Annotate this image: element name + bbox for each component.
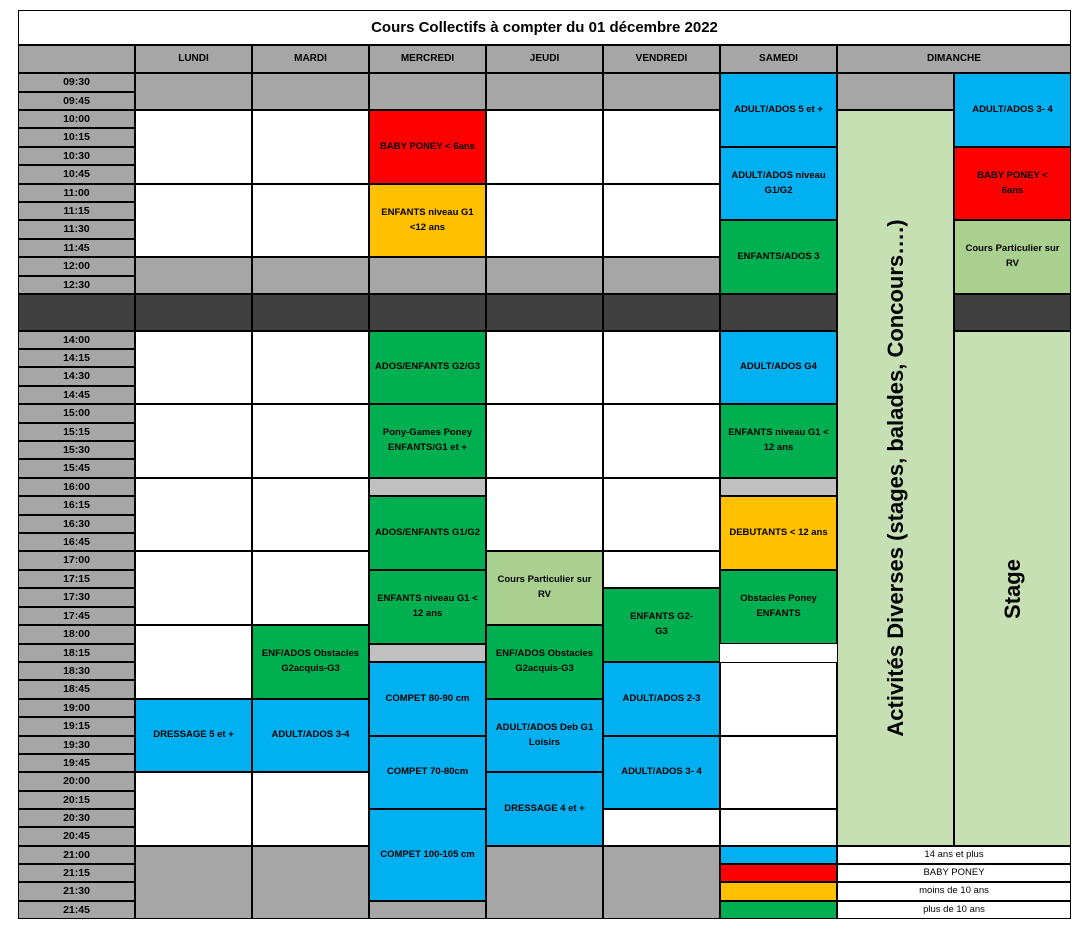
course-block: ADULT/ADOS 3-4 (252, 699, 369, 772)
time-label: 21:45 (18, 901, 135, 919)
course-block: ADOS/ENFANTS G2/G3 (369, 331, 486, 404)
empty-slot (486, 478, 603, 551)
empty-slot (603, 404, 720, 478)
course-block: DEBUTANTS < 12 ans (720, 496, 837, 570)
empty-slot (486, 846, 603, 919)
course-block: ADULT/ADOS 3- 4 (954, 73, 1071, 147)
legend-swatch (720, 882, 837, 901)
lunch-break-band (135, 294, 252, 331)
course-block: ENFANTS niveau G1 <12 ans (369, 184, 486, 257)
time-label: 19:45 (18, 754, 135, 772)
empty-slot (369, 478, 486, 496)
course-block: ENFANTS G2- G3 (603, 588, 720, 662)
empty-slot (603, 73, 720, 110)
legend-swatch (720, 846, 837, 864)
course-block: BABY PONEY < 6ans (369, 110, 486, 184)
time-label: 10:00 (18, 110, 135, 128)
time-label: 10:30 (18, 147, 135, 165)
time-label: 10:15 (18, 128, 135, 147)
day-header-mercredi: MERCREDI (369, 45, 486, 73)
empty-slot (252, 772, 369, 846)
course-block: Cours Particulier sur RV (486, 551, 603, 625)
time-label: 16:15 (18, 496, 135, 515)
course-block: Obstacles Poney ENFANTS (720, 570, 837, 644)
empty-slot (603, 331, 720, 404)
activites-label: Activités Diverses (stages, balades, Concours….) (882, 219, 908, 737)
empty-slot (486, 331, 603, 404)
time-label: 19:00 (18, 699, 135, 717)
course-block: ENFANTS niveau G1 < 12 ans (720, 404, 837, 478)
empty-slot (252, 184, 369, 257)
stage-label: Stage (999, 558, 1025, 619)
time-label: 18:30 (18, 662, 135, 680)
lunch-break-band (252, 294, 369, 331)
empty-slot (135, 846, 252, 919)
day-header-dimanche: DIMANCHE (837, 45, 1071, 73)
day-header-samedi: SAMEDI (720, 45, 837, 73)
time-label: 16:00 (18, 478, 135, 496)
legend-swatch (720, 901, 837, 919)
time-label: 21:15 (18, 864, 135, 882)
day-header-jeudi: JEUDI (486, 45, 603, 73)
time-label: 10:45 (18, 165, 135, 184)
time-label: 18:45 (18, 680, 135, 699)
course-block: ENF/ADOS Obstacles G2acquis-G3 (252, 625, 369, 699)
time-label: 15:00 (18, 404, 135, 423)
empty-slot (252, 404, 369, 478)
empty-slot (369, 257, 486, 294)
course-block: ADULT/ADOS 5 et + (720, 73, 837, 147)
legend-label: plus de 10 ans (837, 901, 1071, 919)
empty-slot (486, 404, 603, 478)
course-block: ADOS/ENFANTS G1/G2 (369, 496, 486, 570)
legend-label: moins de 10 ans (837, 882, 1071, 901)
time-label: 17:00 (18, 551, 135, 570)
time-label: 19:30 (18, 736, 135, 754)
empty-slot (252, 846, 369, 919)
course-block: ADULT/ADOS 3- 4 (603, 736, 720, 809)
course-block: ENFANTS niveau G1 < 12 ans (369, 570, 486, 644)
course-block: ADULT/ADOS Deb G1 Loisirs (486, 699, 603, 772)
time-label: 12:30 (18, 276, 135, 294)
time-label: 16:30 (18, 515, 135, 533)
empty-slot (135, 625, 252, 699)
course-block: ADULT/ADOS 2-3 (603, 662, 720, 736)
empty-slot (603, 478, 720, 551)
empty-slot (135, 772, 252, 846)
empty-slot (369, 73, 486, 110)
empty-slot (252, 257, 369, 294)
empty-slot (252, 331, 369, 404)
lunch-break-band (720, 294, 837, 331)
time-label: 21:30 (18, 882, 135, 901)
course-block: COMPET 100-105 cm (369, 809, 486, 901)
empty-slot (603, 257, 720, 294)
time-label: 21:00 (18, 846, 135, 864)
empty-slot (603, 846, 720, 919)
empty-slot (486, 110, 603, 184)
empty-slot (603, 184, 720, 257)
time-label: 20:30 (18, 809, 135, 827)
lunch-break-band (486, 294, 603, 331)
day-header-vendredi: VENDREDI (603, 45, 720, 73)
empty-slot (252, 110, 369, 184)
empty-slot (720, 736, 837, 809)
lunch-break-band (369, 294, 486, 331)
time-label: 11:00 (18, 184, 135, 202)
time-label: 11:30 (18, 220, 135, 239)
empty-slot (135, 257, 252, 294)
course-block: DRESSAGE 5 et + (135, 699, 252, 772)
empty-slot (135, 478, 252, 551)
time-label: 12:00 (18, 257, 135, 276)
empty-slot (603, 551, 720, 588)
time-label: 17:30 (18, 588, 135, 607)
empty-slot (135, 404, 252, 478)
empty-slot (135, 184, 252, 257)
lunch-break-band (603, 294, 720, 331)
day-header-lundi: LUNDI (135, 45, 252, 73)
legend-label: 14 ans et plus (837, 846, 1071, 864)
empty-slot (252, 478, 369, 551)
empty-slot (603, 809, 720, 846)
empty-slot (720, 662, 837, 736)
time-label: 18:15 (18, 644, 135, 662)
course-block: DRESSAGE 4 et + (486, 772, 603, 846)
empty-slot (135, 110, 252, 184)
time-label: 11:15 (18, 202, 135, 220)
time-label: 14:00 (18, 331, 135, 349)
empty-slot (135, 551, 252, 625)
time-label: 11:45 (18, 239, 135, 257)
time-label: 15:45 (18, 459, 135, 478)
page-title: Cours Collectifs à compter du 01 décembre 2022 (18, 10, 1071, 45)
course-block: COMPET 70-80cm (369, 736, 486, 809)
empty-slot (369, 644, 486, 662)
time-label: 20:00 (18, 772, 135, 791)
time-label: 17:15 (18, 570, 135, 588)
lunch-break-band (954, 294, 1071, 331)
time-label: 17:45 (18, 607, 135, 625)
empty-slot (486, 257, 603, 294)
time-label: 14:15 (18, 349, 135, 367)
time-label: 14:30 (18, 367, 135, 386)
time-label: 18:00 (18, 625, 135, 644)
course-block: ENF/ADOS Obstacles G2acquis-G3 (486, 625, 603, 699)
empty-slot (720, 478, 837, 496)
empty-slot (135, 331, 252, 404)
time-label: 19:15 (18, 717, 135, 736)
time-label: 09:45 (18, 92, 135, 110)
empty-slot (837, 73, 954, 110)
empty-slot (486, 73, 603, 110)
time-label: 14:45 (18, 386, 135, 404)
course-block: ENFANTS/ADOS 3 (720, 220, 837, 294)
time-label: 20:15 (18, 791, 135, 809)
time-label: 15:30 (18, 441, 135, 459)
empty-slot (369, 901, 486, 919)
empty-slot (603, 110, 720, 184)
lunch-break-band (18, 294, 135, 331)
course-block: ADULT/ADOS G4 (720, 331, 837, 404)
header-corner (18, 45, 135, 73)
course-block: BABY PONEY < 6ans (954, 147, 1071, 220)
legend-label: BABY PONEY (837, 864, 1071, 882)
course-block: COMPET 80-90 cm (369, 662, 486, 736)
time-label: 16:45 (18, 533, 135, 551)
legend-swatch (720, 864, 837, 882)
course-block: Cours Particulier sur RV (954, 220, 1071, 294)
empty-slot (252, 73, 369, 110)
empty-slot (720, 809, 837, 846)
empty-slot (486, 184, 603, 257)
empty-slot (252, 551, 369, 625)
empty-slot (135, 73, 252, 110)
time-label: 15:15 (18, 423, 135, 441)
day-header-mardi: MARDI (252, 45, 369, 73)
course-block: ADULT/ADOS niveau G1/G2 (720, 147, 837, 220)
time-label: 09:30 (18, 73, 135, 92)
time-label: 20:45 (18, 827, 135, 846)
course-block: Pony-Games Poney ENFANTS/G1 et + (369, 404, 486, 478)
